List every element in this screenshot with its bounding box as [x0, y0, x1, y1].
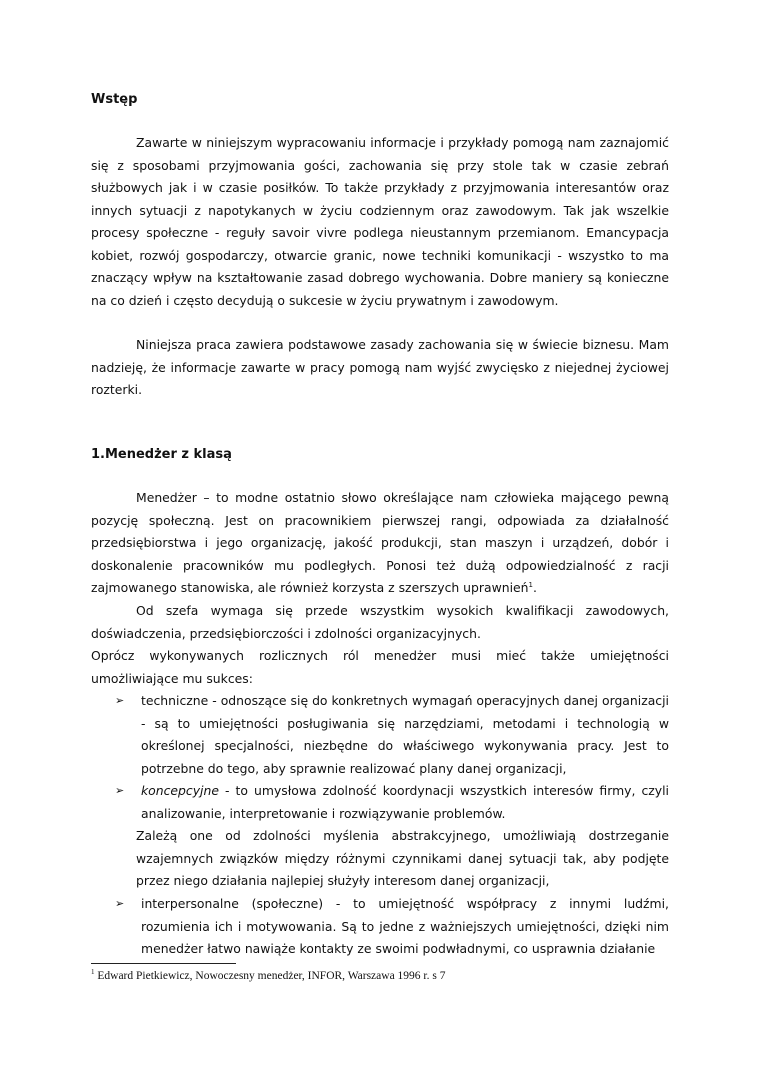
footnote-ref: 1	[528, 580, 533, 589]
bullet-arrow-icon: ➢	[115, 694, 125, 707]
list-item-text: techniczne - odnoszące się do konkretnych wymagań operacyjnych danej organizacji - są to umiejętności posługiwania się narzędziami, metodami i technologią w określonej specjalności, niezbędne do właściwego wykonywania pracy. Jest to potrzebne do tego, aby sprawnie realizować plany danej organizacji,	[141, 693, 669, 776]
intro-paragraph-2: Niniejsza praca zawiera podstawowe zasady zachowania się w świecie biznesu. Mam nadzieję, że informacje zawarte w pracy pomogą nam wyjść zwycięsko z niejednej życiowej rozterki.	[91, 337, 669, 397]
bullet-arrow-icon: ➢	[115, 897, 125, 910]
footnote-number: 1	[91, 968, 95, 977]
list-item-text: interpersonalne (społeczne) - to umiejętność współpracy z innymi ludźmi, rozumienia ich i motywowania. Są to jedne z ważniejszych umiejętności, dzięki nim menedżer łatwo nawiąże kontakty ze swoimi podwładnymi, co usprawnia działanie	[141, 896, 669, 956]
section1-paragraph-3: Oprócz wykonywanych rozlicznych ról menedżer musi mieć także umiejętności umożliwiające mu sukces:	[91, 648, 669, 686]
list-item-text	[141, 780, 669, 825]
heading-intro: Wstęp	[91, 92, 138, 107]
koncepcyjne-continuation: Zależą one od zdolności myślenia abstrakcyjnego, umożliwiają dostrzeganie wzajemnych związków między różnymi czynnikami danej sytuacji tak, aby podjęte przez niego działania najlepiej służyły interesom danej organizacji,	[136, 828, 669, 888]
heading-section-1: 1.Menedżer z klasą	[91, 447, 232, 462]
section1-paragraph-1	[91, 487, 669, 600]
list-item-lead: koncepcyjne	[141, 783, 219, 798]
footnote-separator	[91, 963, 236, 964]
list-item-techniczne	[91, 690, 669, 780]
section1-paragraph-2: Od szefa wymaga się przede wszystkim wysokich kwalifikacji zawodowych, doświadczenia, przedsiębiorczości i zdolności organizacyjnych.	[91, 603, 669, 641]
list-item-koncepcyjne	[91, 780, 669, 825]
bullet-arrow-icon: ➢	[115, 784, 125, 797]
footnote-text: Edward Pietkiewicz, Nowoczesny menedżer, INFOR, Warszawa 1996 r. s 7	[94, 970, 446, 982]
section1-paragraph-1-text: Menedżer – to modne ostatnio słowo określające nam człowieka mającego pewną pozycję społeczną. Jest on pracownikiem pierwszej rangi, odpowiada za działalność przedsiębiorstwa i jego organizację, jakość produkcji, stan maszyn i urządzeń, dobór i doskonalenie pracowników mu podległych. Ponosi też dużą odpowiedzialność z racji zajmowanego stanowiska, ale również korzysta z szerszych uprawnień	[91, 490, 669, 595]
footnote	[91, 969, 445, 983]
list-item-body: - to umysłowa zdolność koordynacji wszystkich interesów firmy, czyli analizowanie, interpretowanie i rozwiązywanie problemów.	[141, 783, 669, 821]
list-item-interpersonalne	[91, 893, 669, 961]
section1-paragraph-1-end: .	[532, 580, 537, 595]
intro-paragraph-1: Zawarte w niniejszym wypracowaniu informacje i przykłady pomogą nam zaznajomić się z sposobami przyjmowania gości, zachowania się przy stole tak w czasie zebrań służbowych jak i w czasie posiłków. To także przykłady z przyjmowania interesantów oraz innych sytuacji z napotykanych w życiu codziennym oraz zawodowym. Tak jak wszelkie procesy społeczne - reguły savoir vivre podlega nieustannym przemianom. Emancypacja kobiet, rozwój gospodarczy, otwarcie granic, nowe techniki komunikacji - wszystko to ma znaczący wpływ na kształtowanie zasad dobrego wychowania. Dobre maniery są konieczne na co dzień i często decydują o sukcesie w życiu prywatnym i zawodowym.	[91, 135, 669, 308]
